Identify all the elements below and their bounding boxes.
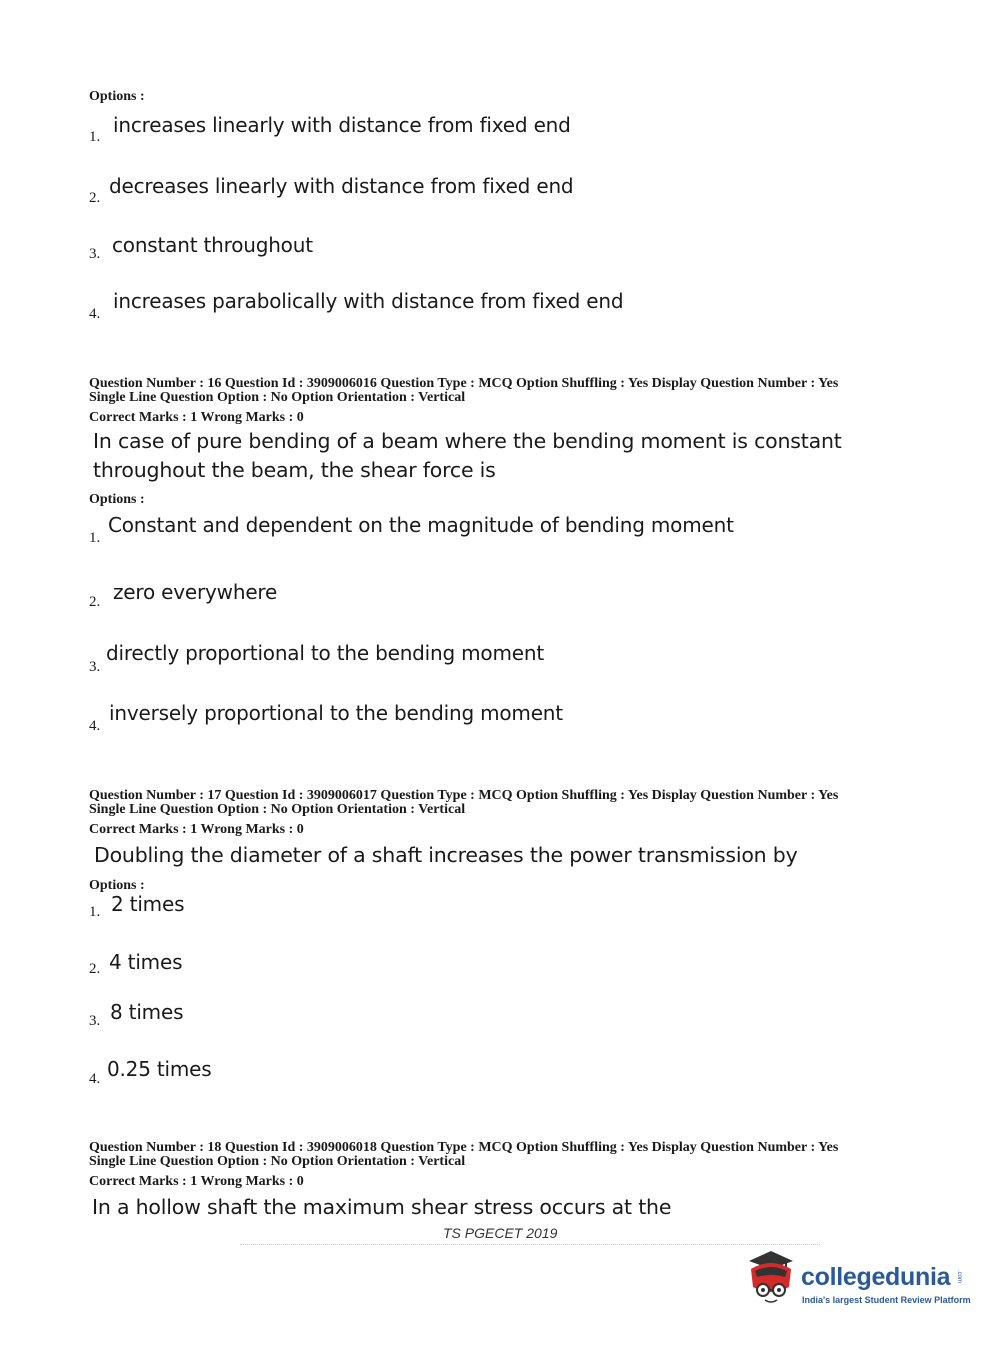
option-text: 2 times (111, 892, 185, 916)
question-meta: Question Number : 17 Question Id : 3909006017 Question Type : MCQ Option Shuffling : Yes Display Question Number : Yes (89, 788, 839, 803)
option-number: 3. (89, 1013, 101, 1029)
option-number: 4. (89, 1071, 101, 1087)
brand-logo-text: collegedunia (801, 1263, 951, 1291)
option-text: inversely proportional to the bending moment (109, 701, 563, 725)
options-label: Options : (89, 492, 145, 507)
option-text: decreases linearly with distance from fixed end (109, 174, 574, 198)
option-text: 4 times (109, 950, 183, 974)
option-number: 2. (89, 190, 101, 206)
question-meta-options: Single Line Question Option : No Option Orientation : Vertical (89, 1154, 466, 1169)
option-number: 1. (89, 129, 101, 145)
option-text: 8 times (110, 1000, 184, 1024)
option-text: directly proportional to the bending moment (106, 641, 544, 665)
question-meta: Question Number : 16 Question Id : 3909006016 Question Type : MCQ Option Shuffling : Yes Display Question Number : Yes (89, 376, 839, 391)
question-meta-options: Single Line Question Option : No Option Orientation : Vertical (89, 390, 466, 405)
option-text: increases linearly with distance from fixed end (113, 113, 571, 137)
option-text: zero everywhere (113, 580, 278, 604)
question-text-cont: throughout the beam, the shear force is (93, 458, 496, 482)
question-marks: Correct Marks : 1 Wrong Marks : 0 (89, 822, 304, 837)
question-marks: Correct Marks : 1 Wrong Marks : 0 (89, 410, 304, 425)
question-text: In a hollow shaft the maximum shear stress occurs at the (92, 1195, 672, 1219)
option-text: Constant and dependent on the magnitude of bending moment (108, 513, 734, 537)
option-text: increases parabolically with distance from fixed end (113, 289, 624, 313)
brand-tagline: India's largest Student Review Platform (802, 1295, 971, 1305)
brand-suffix: .com (956, 1270, 962, 1284)
options-label: Options : (89, 89, 145, 104)
options-label: Options : (89, 878, 145, 893)
collegedunia-mascot-icon (741, 1247, 801, 1305)
option-number: 1. (89, 530, 101, 546)
question-text: Doubling the diameter of a shaft increases the power transmission by (94, 843, 798, 867)
option-text: 0.25 times (107, 1057, 212, 1081)
option-number: 3. (89, 246, 101, 262)
option-text: constant throughout (112, 233, 313, 257)
question-meta-options: Single Line Question Option : No Option Orientation : Vertical (89, 802, 466, 817)
option-number: 3. (89, 659, 101, 675)
question-text: In case of pure bending of a beam where the bending moment is constant (93, 429, 842, 453)
option-number: 2. (89, 961, 101, 977)
option-number: 1. (89, 904, 101, 920)
option-number: 4. (89, 718, 101, 734)
option-number: 2. (89, 594, 101, 610)
question-meta: Question Number : 18 Question Id : 3909006018 Question Type : MCQ Option Shuffling : Yes Display Question Number : Yes (89, 1140, 839, 1155)
option-number: 4. (89, 306, 101, 322)
question-marks: Correct Marks : 1 Wrong Marks : 0 (89, 1174, 304, 1189)
divider (240, 1244, 820, 1245)
footer-exam-name: TS PGECET 2019 (443, 1225, 558, 1241)
